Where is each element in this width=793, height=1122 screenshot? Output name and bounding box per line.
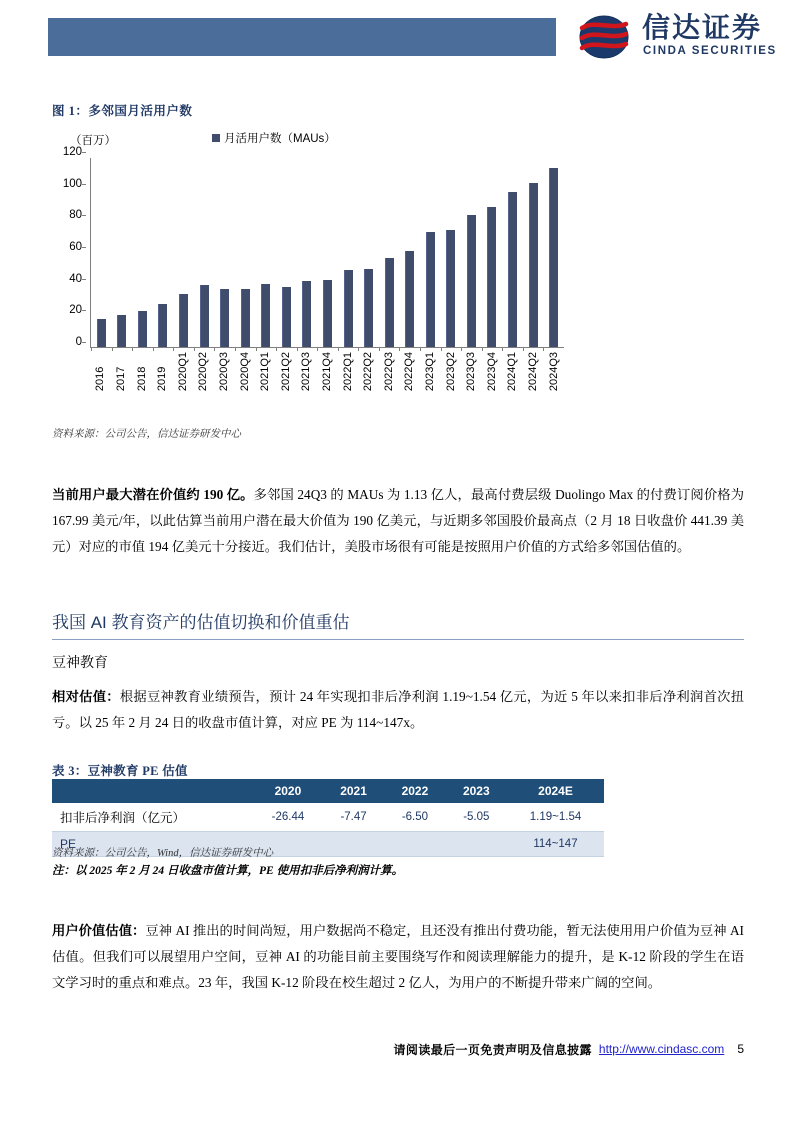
chart-bar-cell: [194, 158, 215, 347]
header-accent-bar: [48, 18, 556, 56]
page-footer: [52, 1038, 744, 1060]
y-tick-mark: [82, 184, 86, 185]
y-tick-mark: [82, 152, 86, 153]
y-tick-label: 0: [75, 336, 82, 348]
x-tick-mark: [379, 347, 380, 351]
chart-bar: [97, 319, 106, 347]
chart-bar: [302, 281, 311, 347]
x-tick-mark: [112, 347, 113, 351]
chart-bar-cell: [235, 158, 256, 347]
x-tick-label: 2018: [135, 366, 148, 392]
x-tick-mark: [173, 347, 174, 351]
figure1-source: 资料来源：公司公告，信达证券研发中心: [52, 429, 241, 440]
paragraph-relative-valuation: [52, 684, 744, 736]
chart-bar-cell: [379, 158, 400, 347]
x-tick-label: 2023Q3: [465, 352, 478, 392]
chart-bar-cell: [502, 158, 523, 347]
x-tick-label: 2019: [156, 366, 169, 392]
chart-bar: [241, 289, 250, 347]
legend-swatch-icon: [212, 134, 220, 142]
x-tick-mark: [256, 347, 257, 351]
chart-bar-cell: [214, 158, 235, 347]
x-label-cell: [131, 352, 152, 391]
chart-bar-cell: [173, 158, 194, 347]
x-label-cell: [482, 352, 503, 391]
chart-bar-cell: [112, 158, 133, 347]
x-label-cell: [440, 352, 461, 391]
paragraph-1-body: 多邻国 24Q3 的 MAUs 为 1.13 亿人，最高付费层级 Duolingo Max 的付费订阅价格为 167.99 美元/年，以此估算当前用户潜在最大价值为 190 亿美元，与近期多邻国股价最高点（2 月 18 日收盘价 441.39 美元）对应的市值 194 亿美元十分接近。我们估计，美股市场很有可能是按照用户价值的方式给多邻国估值的。: [52, 487, 744, 554]
table-col-header: 2022: [384, 779, 445, 803]
x-label-cell: [296, 352, 317, 391]
chart-bar: [508, 192, 517, 347]
x-label-cell: [461, 352, 482, 391]
x-tick-label: 2021Q3: [300, 352, 313, 392]
x-tick-label: 2024Q3: [547, 352, 560, 392]
y-tick-mark: [82, 247, 86, 248]
x-tick-label: 2017: [114, 366, 127, 392]
y-tick-mark: [82, 310, 86, 311]
x-label-cell: [523, 352, 544, 391]
x-label-cell: [193, 352, 214, 391]
chart-bar-cell: [358, 158, 379, 347]
table-cell: 1.19~1.54: [507, 803, 604, 832]
x-label-cell: [111, 352, 132, 391]
x-label-cell: [399, 352, 420, 391]
chart-bar: [282, 287, 291, 347]
chart-bar: [179, 294, 188, 347]
table-cell: [323, 832, 384, 857]
x-tick-label: 2024Q2: [527, 352, 540, 392]
paragraph-3-body: 豆神 AI 推出的时间尚短，用户数据尚不稳定，且还没有推出付费功能，暂无法使用用户价值为豆神 AI 估值。但我们可以展望用户空间，豆神 AI 的功能目前主要围绕写作和阅读理解能力的提升，是 K-12 阶段的学生在语文学习时的重点和难点。23 年，我国 K-12 阶段在校生超过 2 亿人，为用户的不断提升带来广阔的空间。: [52, 923, 744, 990]
x-label-cell: [358, 352, 379, 391]
x-tick-mark: [297, 347, 298, 351]
chart-bar-cell: [420, 158, 441, 347]
chart-bar-cell: [256, 158, 277, 347]
x-tick-label: 2023Q2: [444, 352, 457, 392]
chart-bar-cell: [461, 158, 482, 347]
paragraph-user-value-valuation: [52, 918, 744, 996]
table3-source: 资料来源：公司公告，Wind，信达证券研发中心: [52, 848, 274, 859]
table-row-label: 扣非后净利润（亿元）: [52, 803, 253, 832]
chart-bar-cell: [132, 158, 153, 347]
x-tick-mark: [461, 347, 462, 351]
x-tick-label: 2022Q1: [341, 352, 354, 392]
subheading-dousheng: 豆神教育: [52, 654, 108, 670]
x-label-cell: [543, 352, 564, 391]
x-tick-label: 2022Q3: [382, 352, 395, 392]
footer-url-link[interactable]: http://www.cindasc.com: [598, 1042, 725, 1056]
chart-bar-cell: [276, 158, 297, 347]
chart-bar: [426, 232, 435, 347]
table-cell: [446, 832, 507, 857]
x-tick-label: 2023Q1: [424, 352, 437, 392]
y-tick-label: 100: [62, 177, 82, 190]
x-tick-mark: [399, 347, 400, 351]
legend-label: 月活用户数（MAUs）: [224, 133, 336, 145]
x-tick-mark: [482, 347, 483, 351]
chart-unit-label: （百万）: [70, 135, 116, 147]
chart-bar-cell: [317, 158, 338, 347]
chart-bar: [487, 207, 496, 347]
table-header-row: [52, 779, 604, 803]
chart-bar: [385, 258, 394, 347]
x-label-cell: [420, 352, 441, 391]
chart-bar: [200, 285, 209, 347]
table-cell: 114~147: [507, 832, 604, 857]
chart-bar: [261, 284, 270, 347]
y-tick-mark: [82, 342, 86, 343]
y-tick-mark: [82, 215, 86, 216]
x-label-cell: [90, 352, 111, 391]
table-cell: -7.47: [323, 803, 384, 832]
y-tick-mark: [82, 279, 86, 280]
chart-legend: [212, 130, 336, 146]
x-tick-mark: [317, 347, 318, 351]
table-col-header: [52, 779, 253, 803]
y-tick-label: 20: [69, 304, 82, 317]
table3-head: [52, 779, 604, 803]
chart-bar: [117, 315, 126, 347]
y-tick-label: 40: [69, 272, 82, 285]
x-tick-label: 2020Q3: [217, 352, 230, 392]
table3-caption: 表 3：豆神教育 PE 估值: [52, 764, 188, 778]
x-label-cell: [275, 352, 296, 391]
x-tick-mark: [276, 347, 277, 351]
figure1-caption: 图 1：多邻国月活用户数: [52, 104, 193, 118]
table-cell: [384, 832, 445, 857]
x-tick-label: 2020Q2: [197, 352, 210, 392]
x-tick-mark: [420, 347, 421, 351]
chart-bar: [467, 215, 476, 347]
table-cell: -5.05: [446, 803, 507, 832]
x-tick-label: 2020Q1: [176, 352, 189, 392]
chart-bar: [364, 269, 373, 347]
footer-disclaimer: 请阅读最后一页免责声明及信息披露: [393, 1042, 592, 1057]
table-col-header: 2021: [323, 779, 384, 803]
table-col-header: 2023: [446, 779, 507, 803]
logo-text-chinese: 信达证券: [642, 12, 763, 43]
x-tick-label: 2024Q1: [506, 352, 519, 392]
company-logo: [578, 12, 778, 64]
chart-bar-cell: [91, 158, 112, 347]
x-label-cell: [234, 352, 255, 391]
x-tick-mark: [214, 347, 215, 351]
x-tick-mark: [132, 347, 133, 351]
x-label-cell: [214, 352, 235, 391]
table-row: [52, 803, 604, 832]
table-col-header: 2024E: [507, 779, 604, 803]
chart-bar-cell: [543, 158, 564, 347]
chart-y-axis: [52, 146, 86, 348]
chart-bar-cell: [482, 158, 503, 347]
x-tick-mark: [543, 347, 544, 351]
x-tick-label: 2022Q2: [362, 352, 375, 392]
chart-bar: [344, 270, 353, 347]
x-tick-label: 2020Q4: [238, 352, 251, 392]
x-label-cell: [379, 352, 400, 391]
chart-bar: [323, 280, 332, 347]
chart-bar-cell: [523, 158, 544, 347]
table3-note: 注：以 2025 年 2 月 24 日收盘市值计算，PE 使用扣非后净利润计算。: [52, 865, 404, 877]
x-tick-mark: [441, 347, 442, 351]
x-label-cell: [172, 352, 193, 391]
x-tick-mark: [235, 347, 236, 351]
paragraph-user-value: [52, 482, 744, 560]
x-label-cell: [337, 352, 358, 391]
section-heading-ai-education: 我国 AI 教育资产的估值切换和价值重估: [52, 608, 744, 640]
table-cell: -26.44: [253, 803, 323, 832]
y-tick-label: 120: [62, 146, 82, 158]
logo-text-english: CINDA SECURITIES: [643, 45, 777, 57]
table-row-label: PE: [52, 832, 253, 857]
x-tick-label: 2016: [94, 366, 107, 392]
chart-bar-cell: [297, 158, 318, 347]
x-label-cell: [152, 352, 173, 391]
y-tick-label: 60: [69, 241, 82, 253]
x-tick-mark: [338, 347, 339, 351]
x-tick-label: 2022Q4: [403, 352, 416, 392]
x-tick-mark: [358, 347, 359, 351]
chart-bar: [405, 251, 414, 347]
chart-bar: [220, 289, 229, 347]
x-label-cell: [255, 352, 276, 391]
x-label-cell: [502, 352, 523, 391]
chart-bar: [138, 311, 147, 347]
x-tick-mark: [523, 347, 524, 351]
chart-plot-area: [90, 158, 564, 348]
x-tick-mark: [153, 347, 154, 351]
chart-bar-cell: [441, 158, 462, 347]
chart-bar-cell: [338, 158, 359, 347]
chart-bar: [158, 304, 167, 347]
footer-page-number: 5: [737, 1042, 744, 1056]
x-tick-mark: [91, 347, 92, 351]
figure1-chart: [52, 126, 582, 411]
paragraph-2-body: 根据豆神教育业绩预告，预计 24 年实现扣非后净利润 1.19~1.54 亿元，为近 5 年以来扣非后净利润首次扭亏。以 25 年 2 月 24 日的收盘市值计算，对应 PE 为 114~147x。: [52, 689, 744, 730]
y-tick-label: 80: [69, 209, 82, 222]
chart-bar-cell: [153, 158, 174, 347]
x-tick-label: 2021Q1: [259, 352, 272, 392]
chart-bar-cell: [399, 158, 420, 347]
chart-bars: [91, 158, 564, 347]
chart-bar: [549, 168, 558, 347]
table-col-header: 2020: [253, 779, 323, 803]
table-cell: -6.50: [384, 803, 445, 832]
chart-bar: [446, 230, 455, 347]
x-label-cell: [317, 352, 338, 391]
x-tick-label: 2023Q4: [485, 352, 498, 392]
page-header: [0, 0, 793, 78]
paragraph-1-lead: 当前用户最大潜在价值约 190 亿。: [52, 487, 254, 502]
paragraph-2-lead: 相对估值：: [52, 689, 120, 704]
x-tick-label: 2021Q4: [321, 352, 333, 392]
cinda-logo-icon: [578, 14, 630, 60]
x-tick-mark: [194, 347, 195, 351]
x-tick-mark: [502, 347, 503, 351]
chart-x-axis: [90, 352, 564, 391]
paragraph-3-lead: 用户价值估值：: [52, 923, 146, 938]
chart-bar: [529, 183, 538, 347]
x-tick-label: 2021Q2: [279, 352, 292, 392]
